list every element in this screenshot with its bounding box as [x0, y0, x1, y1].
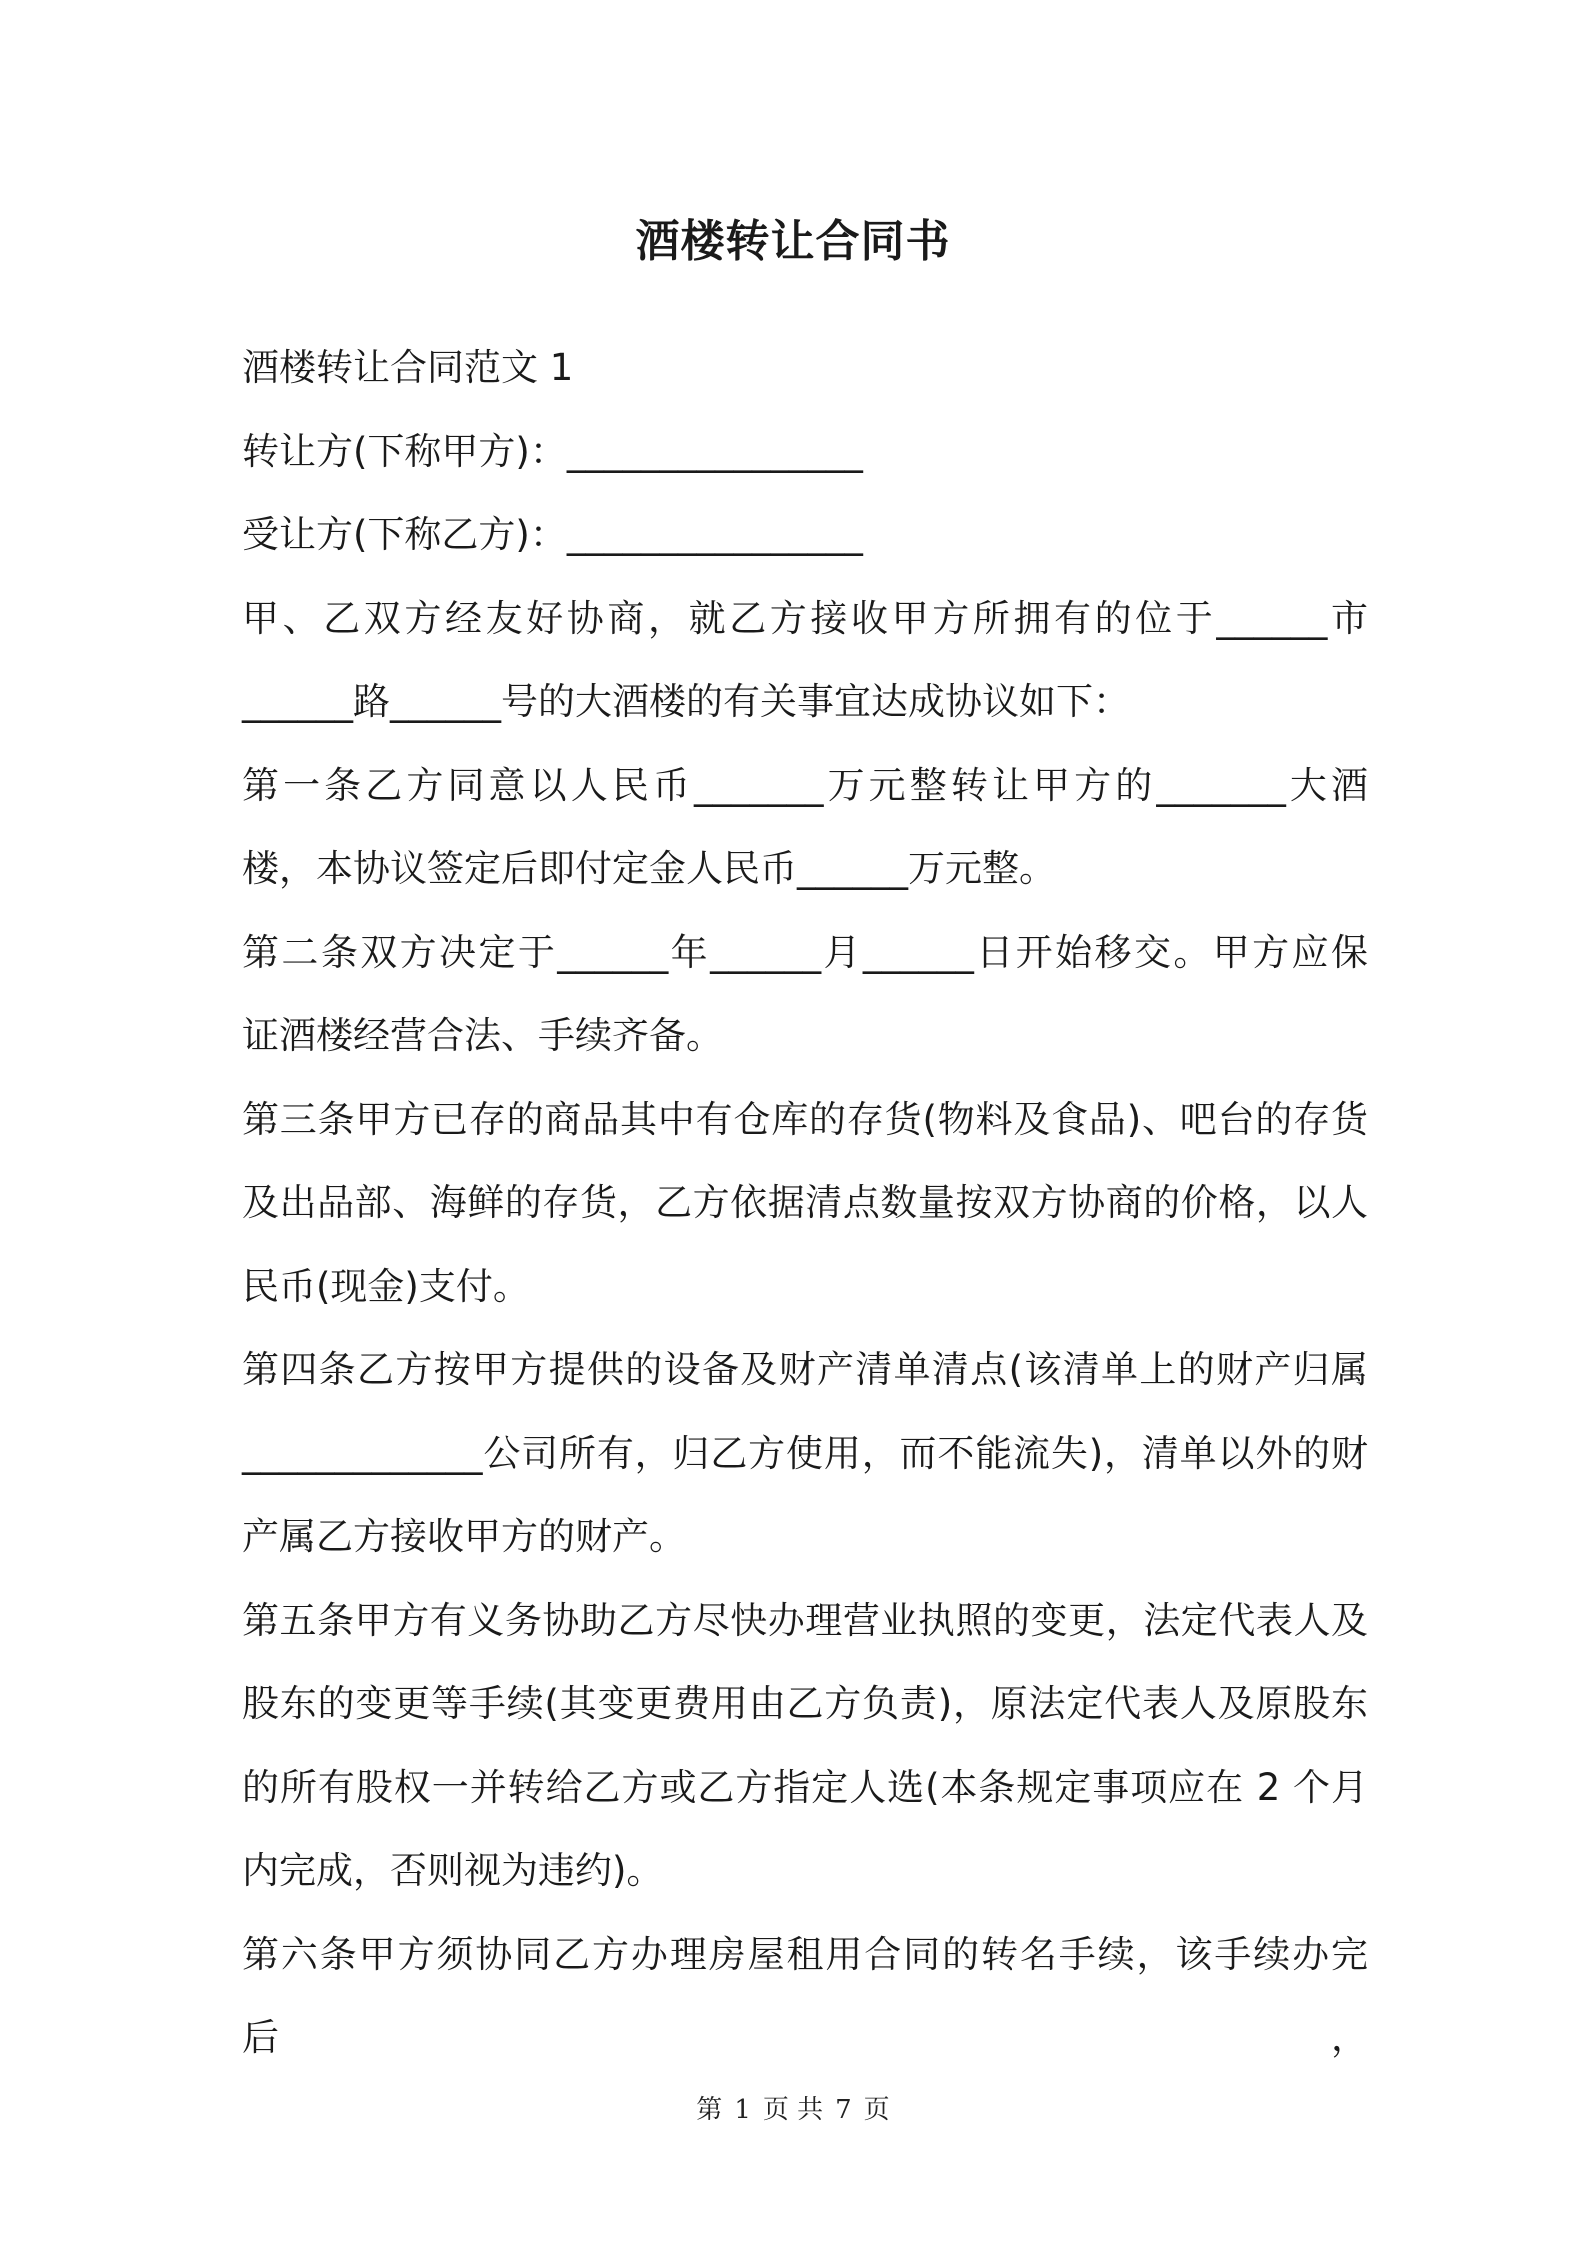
paragraph-line: ______路______号的大酒楼的有关事宜达成协议如下： [242, 680, 1130, 723]
paragraph-line: 第一条乙方同意以人民币_______万元整转让甲方的_______大酒 [242, 763, 1368, 807]
footer-prefix: 第 [696, 2095, 723, 2125]
transferor-line: 转让方(下称甲方)：________________ [242, 429, 863, 473]
paragraph-line: 第五条甲方有义务协助乙方尽快办理营业执照的变更，法定代表人及 [242, 1598, 1368, 1642]
paragraph-line: 楼，本协议签定后即付定金人民币______万元整。 [242, 847, 1056, 890]
paragraph-line: 证酒楼经营合法、手续齐备。 [242, 1014, 723, 1057]
subtitle-line: 酒楼转让合同范文 1 [242, 346, 574, 389]
document-title: 酒楼转让合同书 [635, 216, 951, 267]
paragraph-line: 股东的变更等手续(其变更费用由乙方负责)，原法定代表人及原股东 [242, 1682, 1368, 1725]
paragraph-line: 的所有股权一并转给乙方或乙方指定人选(本条规定事项应在 2 个月 [242, 1765, 1368, 1809]
paragraph-line: 第三条甲方已存的商品其中有仓库的存货(物料及食品)、吧台的存货 [242, 1097, 1368, 1141]
footer-suffix: 页 [863, 2095, 890, 2125]
total-pages: 7 [835, 2095, 852, 2125]
paragraph-line: 甲、乙双方经友好协商，就乙方接收甲方所拥有的位于______市 [242, 596, 1368, 640]
paragraph-line: 第二条双方决定于______年______月______日开始移交。甲方应保 [242, 930, 1368, 974]
page-footer [0, 2092, 1586, 2128]
paragraph-line: _____________公司所有，归乙方使用，而不能流失)，清单以外的财 [242, 1431, 1368, 1475]
footer-mid: 页 共 [762, 2095, 824, 2125]
paragraph-line: 产属乙方接收甲方的财产。 [242, 1515, 686, 1558]
paragraph-line: 及出品部、海鲜的存货，乙方依据清点数量按双方协商的价格，以人 [242, 1181, 1368, 1224]
page-number: 1 [734, 2095, 751, 2125]
paragraph-line: 第六条甲方须协同乙方办理房屋租用合同的转名手续，该手续办完后， [242, 1932, 1368, 2059]
transferee-line: 受让方(下称乙方)：________________ [242, 513, 863, 556]
paragraph-line: 第四条乙方按甲方提供的设备及财产清单清点(该清单上的财产归属 [242, 1348, 1368, 1391]
paragraph-line: 内完成，否则视为违约)。 [242, 1849, 664, 1892]
paragraph-line: 民币(现金)支付。 [242, 1264, 530, 1308]
document-body [242, 326, 1368, 2059]
